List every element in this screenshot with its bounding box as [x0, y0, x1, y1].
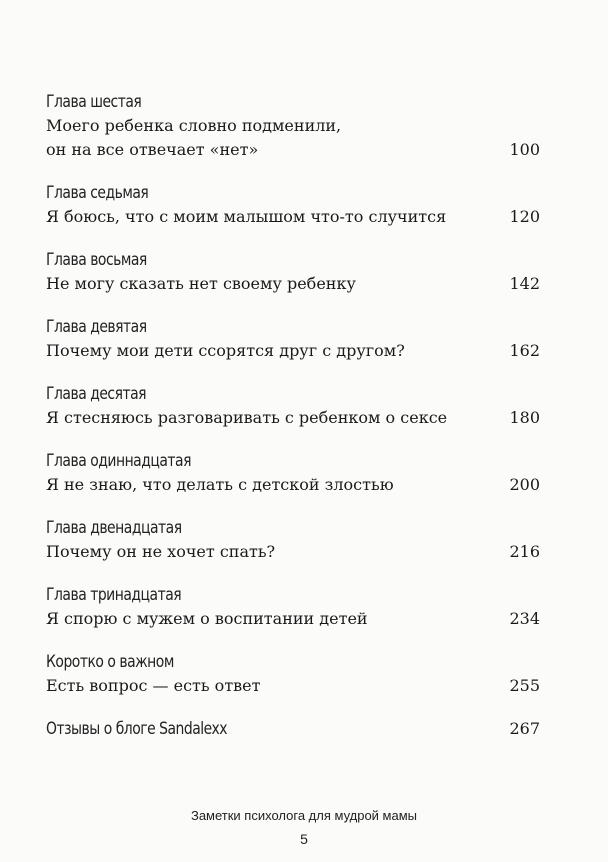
chapter-title-line: Я спорю с мужем о воспитании детей [46, 609, 368, 628]
toc-entry [46, 181, 540, 229]
toc-page-number: 267 [509, 719, 540, 738]
toc-page-number: 216 [509, 542, 540, 561]
chapter-heading: Глава десятая [46, 384, 147, 404]
chapter-heading: Глава восьмая [46, 250, 147, 270]
toc-page-number: 162 [509, 341, 540, 360]
toc-entry [46, 583, 540, 631]
chapter-title-line: Я стесняюсь разговаривать с ребенком о сексе [46, 408, 448, 427]
running-footer-title: Заметки психолога для мудрой мамы [190, 808, 418, 823]
chapter-title [46, 205, 540, 229]
chapter-title-line: Почему мои дети ссорятся друг с другом? [46, 341, 405, 360]
toc-page-number: 100 [509, 140, 540, 159]
page-number: 5 [300, 831, 308, 847]
toc-page-number: 255 [509, 676, 540, 695]
chapter-title [46, 406, 540, 430]
toc-entry [46, 248, 540, 296]
chapter-title [46, 114, 540, 162]
chapter-title [46, 540, 540, 564]
chapter-heading: Глава тринадцатая [46, 585, 182, 605]
chapter-heading: Отзывы о блоге Sandalexx [46, 719, 228, 739]
toc-page-number: 234 [509, 609, 540, 628]
toc-entry [46, 717, 540, 741]
toc-entry [46, 650, 540, 698]
chapter-heading: Глава одиннадцатая [46, 451, 192, 471]
chapter-title [46, 607, 540, 631]
chapter-title-line: Я боюсь, что с моим малышом что-то случится [46, 207, 447, 226]
toc-entry [46, 516, 540, 564]
chapter-title [46, 674, 540, 698]
toc-page-number: 200 [509, 475, 540, 494]
chapter-heading: Коротко о важном [46, 652, 174, 672]
chapter-title [46, 272, 540, 296]
chapter-title [46, 473, 540, 497]
chapter-title-line: Почему он не хочет спать? [46, 542, 276, 561]
toc-entry [46, 90, 540, 162]
chapter-title [46, 339, 540, 363]
chapter-heading: Глава двенадцатая [46, 518, 182, 538]
toc-entry [46, 315, 540, 363]
toc-entry [46, 382, 540, 430]
chapter-heading: Глава шестая [46, 92, 142, 112]
chapter-title-line: Есть вопрос — есть ответ [46, 676, 261, 695]
toc-page-number: 142 [509, 274, 540, 293]
chapter-title-line: он на все отвечает «нет» [46, 140, 259, 159]
chapter-heading: Глава седьмая [46, 183, 149, 203]
toc-entry [46, 449, 540, 497]
chapter-title-line: Не могу сказать нет своему ребенку [46, 274, 356, 293]
chapter-title-line: Моего ребенка словно подменили, [46, 116, 342, 135]
toc-page-number: 120 [509, 207, 540, 226]
chapter-title-line: Я не знаю, что делать с детской злостью [46, 475, 394, 494]
table-of-contents [46, 90, 540, 760]
toc-page-number: 180 [509, 408, 540, 427]
chapter-heading: Глава девятая [46, 317, 147, 337]
